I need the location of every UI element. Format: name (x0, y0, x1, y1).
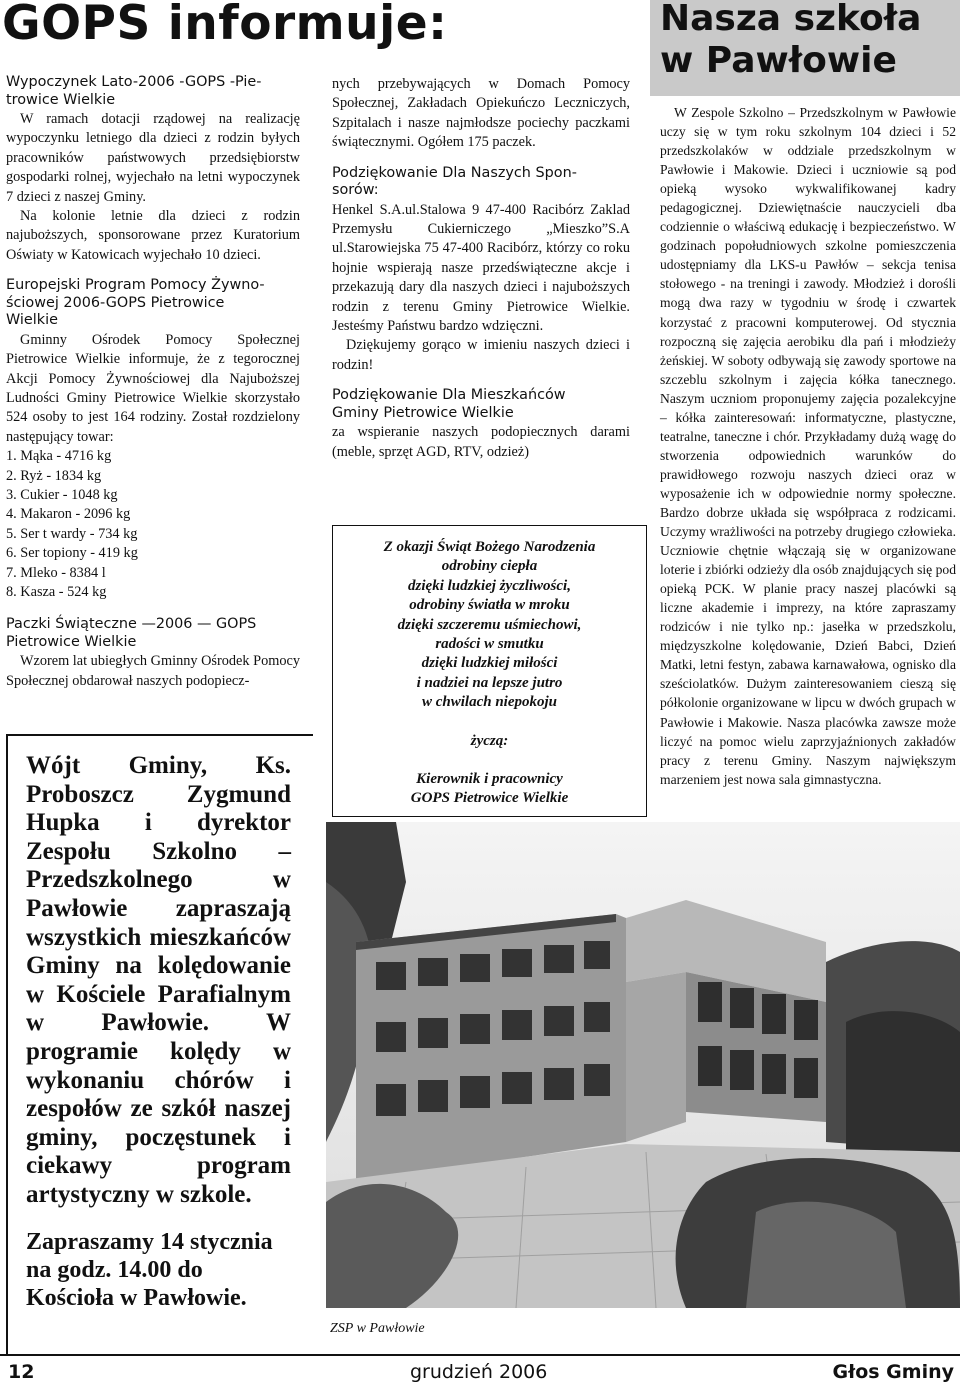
greeting-from: Kierownik i pracownicy (416, 771, 563, 788)
heading-line: trowice Wielkie (6, 91, 116, 108)
list-item: 3. Cukier - 1048 kg (6, 487, 118, 503)
heading-line: Wypoczynek Lato-2006 -GOPS -Pie- (6, 74, 262, 90)
paragraph: Gminny Ośrodek Pomocy Społecznej Pietrowice Wielkie informuje, że z tegorocznej Akcji Pomocy Żywnościowej dla Najuboższej Ludności Gminy Pietrowice Wielkie skorzystało 524 osoby to jest 164 rodziny. Został rozdzielony następujący towar: (6, 331, 300, 445)
goods-list (6, 447, 300, 602)
list-item: 5. Ser t wardy - 734 kg (6, 525, 138, 542)
heading-mieszkancy (332, 387, 630, 422)
masthead-title: GOPS informuje: (2, 0, 448, 51)
greeting-line: dzięki ludzkiej życzliwości, (408, 577, 571, 594)
school-title-line-1: Nasza szkoła (660, 0, 922, 39)
christmas-greeting-box (332, 525, 647, 817)
page-number: 12 (8, 1361, 35, 1383)
invitation-text: Wójt Gminy, Ks. Proboszcz Zygmund Hupka i dyrektor Zespołu Szkolno – Przedszkolnego w Pawłowie zapraszają wszystkich mieszkańców Gminy na kolędowanie w Kościele Parafialnym w Pawłowie. W programie kolędy w wykonaniu chórów i zespołów ze szkół naszej gminy, poczęstunek i ciekawy program artystyczny w szkole. (26, 752, 291, 1208)
column-1 (6, 74, 300, 691)
heading-sponsorzy (332, 165, 630, 200)
paragraph: Wzorem lat ubiegłych Gminny Ośrodek Pomocy Społecznej obdarował naszych podopiecz- (6, 653, 300, 689)
school-photo (326, 822, 960, 1308)
greeting-line: odrobiny ciepła (441, 558, 538, 575)
heading-program-pomocy (6, 277, 300, 330)
heading-line: Gminy Pietrowice Wielkie (332, 404, 514, 421)
heading-line: ściowej 2006-GOPS Pietrowice (6, 294, 225, 311)
list-item: 2. Ryż - 1834 kg (6, 467, 102, 484)
heading-line: Podziękowanie Dla Naszych Spon- (332, 164, 577, 181)
heading-line: Pietrowice Wielkie (6, 633, 137, 650)
greeting-from: GOPS Pietrowice Wielkie (410, 790, 569, 807)
footer-rule (0, 1354, 960, 1356)
greeting-line: odrobiny światła w mroku (409, 597, 570, 614)
paragraph: W Zespole Szkolno – Przedszkolnym w Pawłowie uczy się w tym roku szkolnym 104 dzieci i 52 przedszkolaków w oddziale przedszkolnym w Pawłowie i Makowie. Dzieci i uczniowie są pod opieką wysoko wykwalifikowanej kadry pedagogicznej. Dziewiętnaście nauczycieli dba codziennie o właściwą edukację i bezpieczeństwo. W godzinach popołudniowych szkolne pomieszczenia udostępniamy dla LKS-u Pawłów – sekcja tenisa stołowego - na treningi i zawody. Młodzież i dorośli mogą dwa razy w tygodniu w środę i czwartek korzystać z pracowni komputerowej. Od stycznia rozpoczną się zajęcia aerobiku dla pań i młodzieży żeńskiej. W soboty odbywają się zawody sportowe na szczeblu szkolnym i zajęcia kółka tanecznego. Naszym uczniom proponujemy zajęcia pozalekcyjne – kółka zainteresowań: informatyczne, plastyczne, teatralne, taneczne i chór. Przykładamy dużą wagę do stworzenia odpowiednich warunków do prawidłowego rozwoju naszych dzieci oraz w wyposażenie ich w odpowiednie normy społeczne. Bardzo dobrze układa się współpraca z rodzicami. Uczymy wrażliwości na potrzeby drugiego człowieka. Uczniowie chętnie włączają się w organizowane loterie i zbiórki odzieży dla osób znajdujących się pod opieką PCK. W planie pracy naszej placówki są liczne akademie i imprezy, na które zapraszamy rodziców i nie tylko np.: jasełka w przedszkolu, międzyszkolne kolędowanie, Dzień Babci, Dzień Matki, letni festyn, zabawa karnawałowa, ognisko dla sześciolatków. Dużym zainteresowaniem cieszą się półkolonie organizowane w lipcu w dwóch grupach w Pawłowie i Makowie. Nasza placówka zawsze może liczyć na pomoc wielu zaprzyjaźnionych zakładów pracy z terenu Gminy. Naszym największym marzeniem jest nowa sala gimnastyczna. (660, 105, 956, 787)
paragraph: W ramach dotacji rządowej na realizację wypoczynku letniego dla dzieci z rodzin byłych pracowników państwowych przedsiębiorstw gospodarki rolnej, wyjechało na letni wypoczynek 7 dzieci z naszej Gminy. (6, 111, 300, 205)
greeting-line: radości w smutku (435, 636, 544, 653)
list-item: 8. Kasza - 524 kg (6, 584, 107, 601)
newspaper-name: Głos Gminy (832, 1361, 954, 1383)
heading-line: Paczki Świąteczne —2006 — GOPS (6, 616, 257, 633)
heading-paczki (6, 616, 300, 651)
photo-caption: ZSP w Pawłowie (330, 1321, 425, 1336)
school-building-image (326, 822, 960, 1308)
greeting-line: Z okazji Świąt Bożego Narodzenia (383, 539, 596, 555)
school-section-title (650, 0, 960, 96)
column-3 (660, 103, 956, 789)
column-2 (332, 75, 630, 462)
paragraph: Henkel S.A.ul.Stalowa 9 47-400 Racibórz Zaklad Przemysłu Cukierniczego „Mieszko”S.A ul.Starowiejska 75 47-400 Racibórz, którzy co roku hojnie wspierają nasze przedświąteczne akcje i przekazują dary dla naszych dzieci i najuboższych rodzin z terenu Gminy Pietrowice Wielkie. Jesteśmy Państwu bardzo wdzięczni. (332, 201, 630, 335)
paragraph: Dziękujemy gorąco w imieniu naszych dzieci i rodzin! (332, 337, 630, 373)
greeting-line: dzięki szczeremu uśmiechowi, (397, 616, 582, 633)
paragraph: za wspieranie naszych podopiecznych darami (meble, sprzęt AGD, RTV, odzież) (332, 424, 630, 460)
heading-line: Podziękowanie Dla Mieszkańców (332, 387, 566, 404)
heading-line: Europejski Program Pomocy Żywno- (6, 277, 265, 294)
paragraph: nych przebywających w Domach Pomocy Społecznej, Zakładach Opiekuńczo Leczniczych, Szpitalach i nasze najmłodsze pociechy paczkami świątecznymi. Ogółem 175 paczek. (332, 76, 630, 151)
list-item: 6. Ser topiony - 419 kg (6, 545, 138, 562)
greeting-wish: życzą: (470, 732, 509, 749)
list-item: 1. Mąka - 4716 kg (6, 448, 112, 465)
issue-date: grudzień 2006 (410, 1361, 548, 1383)
heading-line: Wielkie (6, 312, 58, 329)
school-title-line-2: w Pawłowie (660, 40, 897, 81)
greeting-line: dzięki ludzkiej miłości (421, 655, 558, 672)
heading-line: sorów: (332, 182, 379, 199)
greeting-line: i nadziei na lepsze jutro (416, 674, 563, 691)
invitation-date: Zapraszamy 14 stycznia na godz. 14.00 do Kościoła w Pawłowie. (26, 1229, 273, 1311)
paragraph: Na kolonie letnie dla dzieci z rodzin najuboższych, sponsorowane przez Kuratorium Oświaty w Katowicach wyjechało 10 dzieci. (6, 208, 300, 263)
heading-wypoczynek (6, 74, 300, 109)
list-item: 7. Mleko - 8384 l (6, 564, 106, 581)
list-item: 4. Makaron - 2096 kg (6, 506, 131, 523)
greeting-line: w chwilach niepokoju (421, 694, 558, 711)
